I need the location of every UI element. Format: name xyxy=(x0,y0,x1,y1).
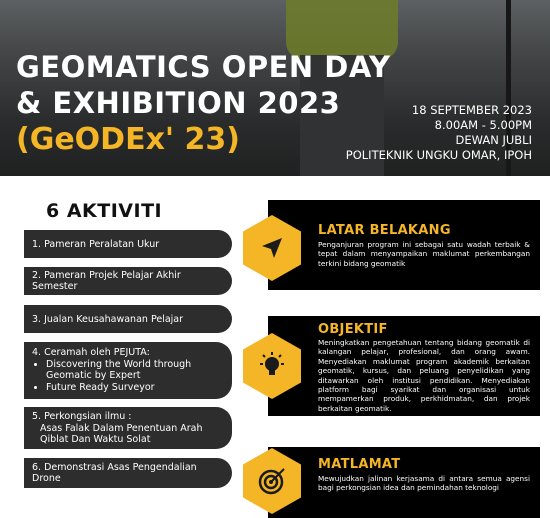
activity-item-3: 3. Jualan Keusahawanan Pelajar xyxy=(24,305,232,333)
event-institution: POLITEKNIK UNGKU OMAR, IPOH xyxy=(345,148,532,162)
section-text: Mewujudkan jalinan kerjasama di antara semua agensi bagi perkongsian idea dan pemindahan teknologi xyxy=(318,474,530,493)
section-text: Penganjuran program ini sebagai satu wadah terbaik & tepat dalam menyampaikan maklumat perkembangan terkini bidang geomatik xyxy=(318,240,530,268)
section-objective xyxy=(268,316,540,416)
header-banner xyxy=(0,0,550,176)
event-venue: DEWAN JUBLI xyxy=(455,133,532,147)
section-title: LATAR BELAKANG xyxy=(318,223,451,238)
activity-item-1: 1. Pameran Peralatan Ukur xyxy=(24,230,232,258)
activities-heading: 6 AKTIVITI xyxy=(46,200,163,222)
section-goal xyxy=(268,447,540,518)
activity-item-5: 5. Perkongsian ilmu : Asas Falak Dalam Penentuan Arah Qiblat Dan Waktu Solat xyxy=(24,407,232,449)
section-text: Meningkatkan pengetahuan tentang bidang geomatik di kalangan pelajar, profesional, dan orang awam. Menyediakan maklumat program akademik berkaitan geomatik, kursus, dan peluang penyelidikan yang ditawarkan oleh institusi pendidikan. Menyediakan platform bagi syarikat dan organisasi untuk mempamerkan produk, perkhidmatan, dan projek berkaitan geomatik. xyxy=(318,338,530,413)
event-title-line1: GEOMATICS OPEN DAY xyxy=(16,50,391,84)
activity-bullet: • Future Ready Surveyor xyxy=(46,382,224,393)
event-info xyxy=(346,103,532,163)
section-background xyxy=(268,200,540,290)
event-title-line2: & EXHIBITION 2023 xyxy=(16,86,341,120)
section-title: MATLAMAT xyxy=(318,457,401,472)
activity-item-6: 6. Demonstrasi Asas Pengendalian Drone xyxy=(24,458,232,488)
activity-item-2: 2. Pameran Projek Pelajar Akhir Semester xyxy=(24,267,232,295)
event-date: 18 SEPTEMBER 2023 xyxy=(411,103,532,117)
activity-bullet: • Discovering the World through Geomatic by Expert xyxy=(46,359,224,381)
section-title: OBJEKTIF xyxy=(318,322,388,337)
event-time: 8.00AM - 5.00PM xyxy=(434,118,532,132)
event-short-name: (GeODEx' 23) xyxy=(16,122,241,157)
activity-item-4: 4. Ceramah oleh PEJUTA: • Discovering the World through Geomatic by Expert • Future Ready Surveyor xyxy=(24,342,232,399)
